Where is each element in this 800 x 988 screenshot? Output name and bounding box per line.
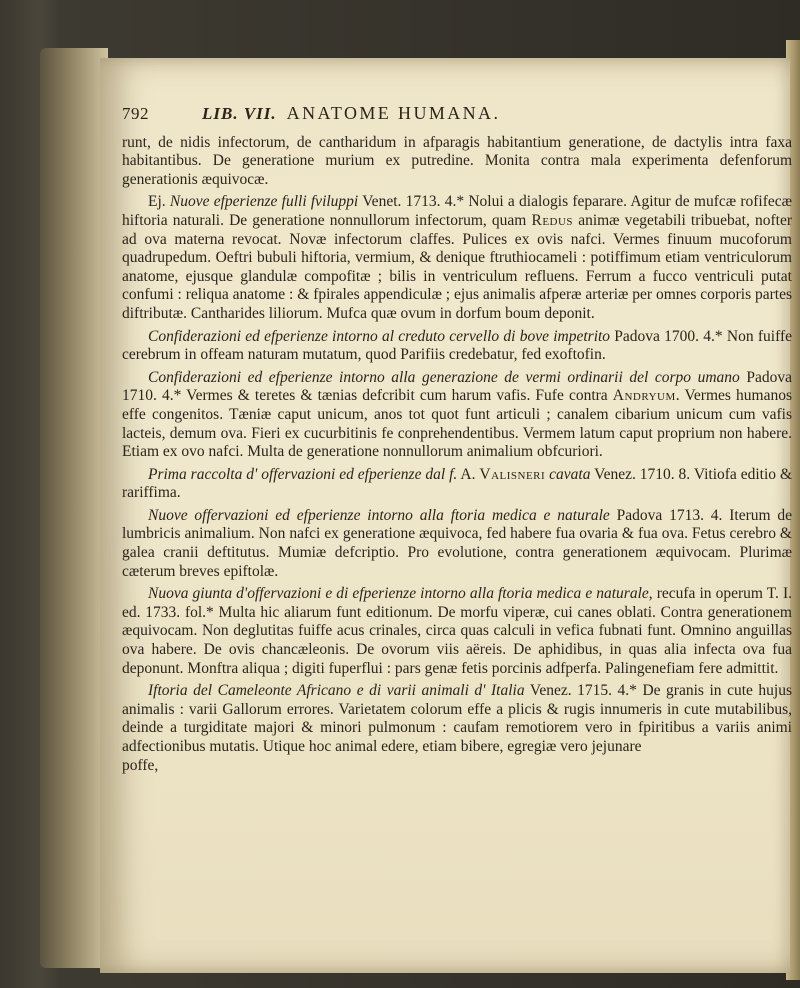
page-title: ANATOME HUMANA. bbox=[286, 103, 501, 123]
work-title: Nuova giunta d'offervazioni e di efperienze intorno alla ftoria medica e naturale bbox=[148, 585, 649, 603]
text-run: Venez. 1715. 4.* De granis in cute hujus animalis : varii Gallorum errores. Varietatem colorum effe a plicis & rugis innumeris in cute mutabilibus, deinde a turgiditate majori & minori pulmonum : caufam remotiorem vero in fpiritibus a variis animi adfectionibus mutatis. Utique hoc animal edere, etiam bibere, egregiæ vero jejunare bbox=[122, 682, 793, 755]
work-title: Prima raccolta d' offervazioni ed efperienze dal f. bbox=[148, 465, 458, 483]
work-title: cavata bbox=[549, 465, 591, 483]
author-name: Valisneri bbox=[479, 465, 546, 483]
running-header bbox=[122, 104, 792, 124]
text-run: Venez. 1710. 8. Vitiofa editio & rariffima. bbox=[122, 465, 793, 502]
paragraph bbox=[122, 369, 792, 462]
work-title: Confiderazioni ed efperienze intorno alla generazione de vermi ordinarii del corpo umano bbox=[148, 368, 740, 386]
paragraph bbox=[122, 134, 792, 190]
paragraph bbox=[122, 328, 792, 365]
work-title: Iftoria del Cameleonte Africano e di varii animali d' Italia bbox=[148, 682, 525, 700]
text-run: Ej. bbox=[148, 193, 170, 211]
text-run: . Vermes humanos effe congenitos. Tæniæ caput unicum, anos tot quot funt articuli ; canalem cibarium unicum cum vafis lacteis, demum ova. Fieri ex cucurbitinis fe conprehendentibus. Vermem latum caput proprium non habere. Etiam ex ovo nafci. Multa de generatione nonnullorum animalium obfcuriori. bbox=[122, 387, 792, 461]
text-run: Venet. 1713. 4.* Nolui a dialogis feparare. Agitur de mufcæ rofifecæ hiftoria naturali. De generatione nonnullorum infectorum, quam bbox=[122, 193, 792, 229]
paragraph bbox=[122, 585, 792, 678]
text-run: runt, de nidis infectorum, de cantharidum in afparagis habitantium generatione, de dactylis intra faxa habitantibus. De generatione murium ex putredine. Monita contra mala experimenta defenforum generationis æquivocæ. bbox=[122, 133, 792, 188]
text-run: A. bbox=[457, 465, 480, 483]
page-number: 792 bbox=[122, 104, 149, 123]
work-title: Confiderazioni ed efperienze intorno al creduto cervello di bove impetrito bbox=[148, 327, 611, 345]
work-title: Nuove offervazioni ed efperienze intorno alla ftoria medica e naturale bbox=[148, 506, 610, 524]
paragraph bbox=[122, 193, 792, 323]
work-title: Nuove efperienze fulli fviluppi bbox=[169, 193, 359, 211]
body-text bbox=[122, 134, 792, 757]
catchword: poffe, bbox=[122, 756, 159, 774]
text-run: Padova 1713. 4. Iterum de lumbricis animalium. Non nafci ex generatione æquivoca, fed habere fua ovaria & fua ova. Fetus cerebro & galea cranii deftitutus. Mumiæ defcriptio. Pro evolutione, contra generationem æquivocam. Plurimæ cæterum breves epiftolæ. bbox=[122, 506, 793, 580]
text-run: Padova 1710. 4.* Vermes & teretes & tænias defcribit cum harum vafis. Fufe contra bbox=[122, 368, 792, 405]
paragraph bbox=[122, 682, 792, 756]
paragraph bbox=[122, 507, 792, 581]
book-label: LIB. VII. bbox=[202, 104, 277, 123]
text-run: Padova 1700. 4.* Non fuiffe cerebrum in offeam naturam mutatum, quod Parifiis credebatur, fed exoftofin. bbox=[122, 327, 792, 364]
author-name: Redus bbox=[531, 211, 574, 229]
book-left-edge bbox=[40, 48, 108, 968]
page-text bbox=[122, 104, 792, 775]
paragraph bbox=[122, 466, 792, 503]
text-run: animæ vegetabili tribuebat, nofter ad ova materna revocat. Novæ infectorum claffes. Pulices ex ovis nafci. Vermes finuum mucoforum quadrupedum. Oeftri bubuli hiftoria, vermium, & denique ftruthiocameli : potiffimum etiam ventriculorum anatome, ejusque glandulæ compofitæ ; bilis in ventriculum refluens. Ferrum a fucco ventriculi putat confumi : reliqua anatome : & fpirales appendiculæ ; ejus animalis afperæ arteriæ per omnes corporis partes diftributæ. Cantharides liliorum. Mufca quæ ovum in dorfum boum deponit. bbox=[122, 211, 792, 322]
author-name: Andryum bbox=[612, 387, 676, 405]
text-run: , recufa in operum T. I. ed. 1733. fol.* Multa hic aliarum funt editionum. De morfu viperæ, cui canes oblati. Contra generationem æquivocam. Non deglutitas fuiffe acus crinales, circa quas calculi in vefica fubnati funt. Omnino anguillas ova habere. De ovis chancæleonis. De ovorum viis aëreis. De aphidibus, in quas alia infecta ova fua deponunt. Monftra aliqua ; digiti fuperflui : pars genæ fetis porcinis adfperfa. Palingenefiam fere admittit. bbox=[122, 585, 792, 677]
